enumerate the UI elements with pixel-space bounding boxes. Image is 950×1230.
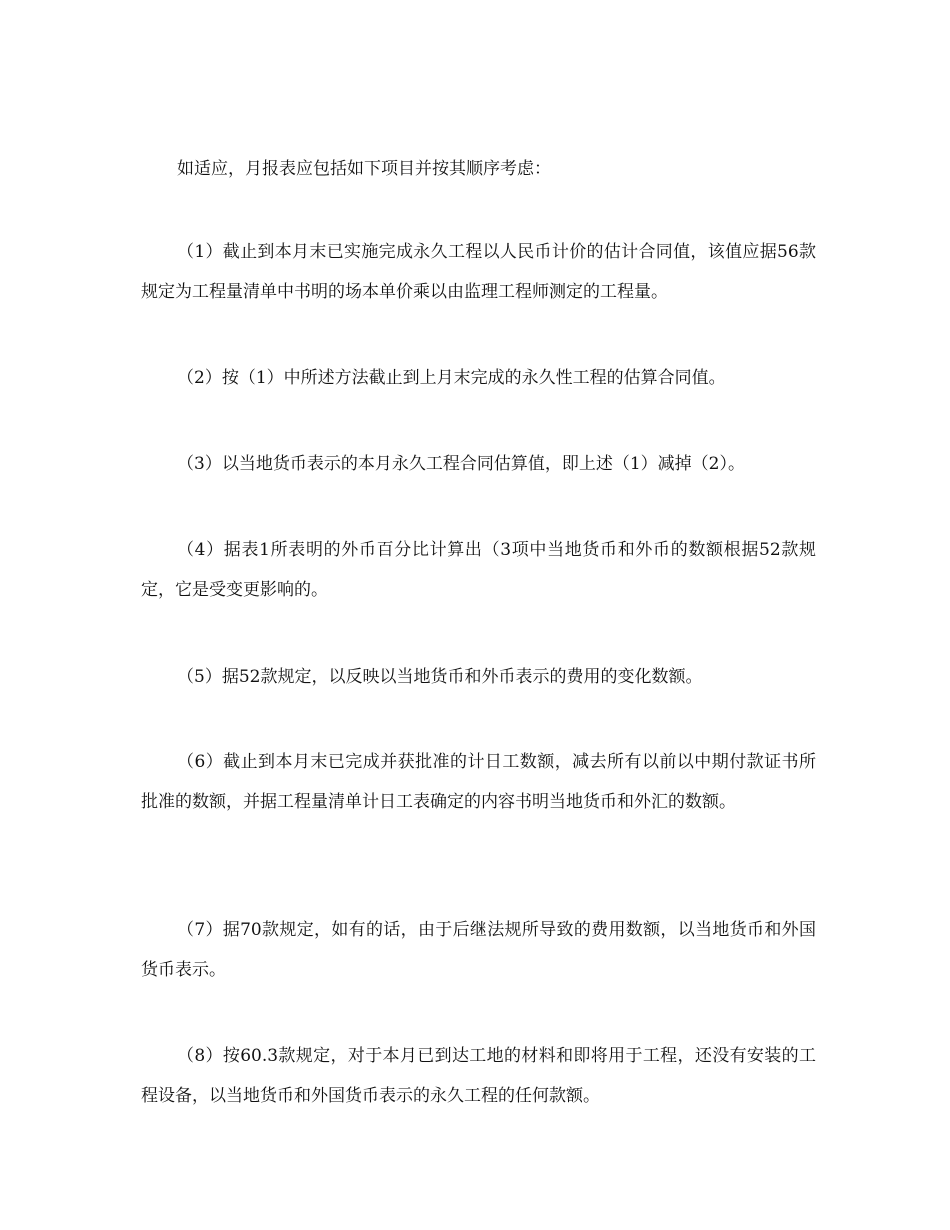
item-4-paragraph: （4）据表1所表明的外币百分比计算出（3项中当地货币和外币的数额根据52款规定，它是受变更影响的。 [141,540,816,600]
item-8-paragraph: （8）按60.3款规定，对于本月已到达工地的材料和即将用于工程，还没有安装的工程设备，以当地货币和外国货币表示的永久工程的任何款额。 [141,1046,816,1106]
item-5-paragraph: （5）据52款规定，以反映以当地货币和外币表示的费用的变化数额。 [177,667,703,687]
item-1-paragraph: （1）截止到本月末已实施完成永久工程以人民币计价的估计合同值，该值应据56款规定为工程量清单中书明的场本单价乘以由监理工程师测定的工程量。 [141,242,816,302]
item-3-paragraph: （3）以当地货币表示的本月永久工程合同估算值，即上述（1）减掉（2）。 [177,454,745,474]
item-2-paragraph: （2）按（1）中所述方法截止到上月末完成的永久性工程的估算合同值。 [177,368,726,388]
item-6-paragraph: （6）截止到本月末已完成并获批准的计日工数额，减去所有以前以中期付款证书所批准的数额，并据工程量清单计日工表确定的内容书明当地货币和外汇的数额。 [141,752,816,812]
intro-paragraph: 如适应，月报表应包括如下项目并按其顺序考虑： [177,159,551,179]
item-7-paragraph: （7）据70款规定，如有的话，由于后继法规所导致的费用数额，以当地货币和外国货币表示。 [141,920,816,980]
